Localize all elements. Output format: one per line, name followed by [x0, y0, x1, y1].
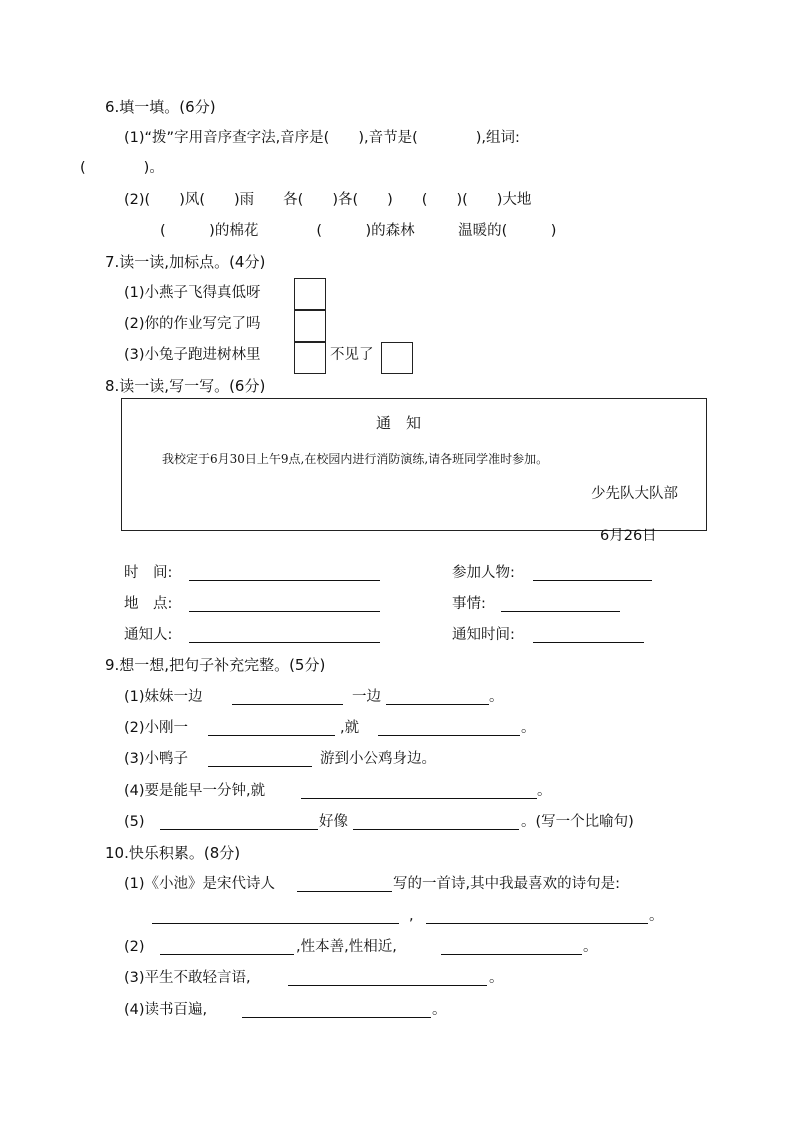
- field-notice-time-blank[interactable]: [533, 628, 644, 643]
- field-matter-blank[interactable]: [501, 597, 620, 612]
- q9-l1-c: 。: [489, 689, 504, 705]
- q10-l1-d: 。: [649, 908, 664, 924]
- q6-title: 6.填一填。(6分): [105, 98, 216, 116]
- q9-l2-c: 。: [521, 720, 536, 736]
- q10-l3-a: (3)平生不敢轻言语,: [124, 970, 251, 986]
- q10-l1-blank-2[interactable]: [152, 909, 399, 924]
- q6-line2: (2)( )风( )雨 各( )各( ) ( )( )大地: [124, 192, 532, 208]
- q10-l3-b: 。: [489, 970, 504, 986]
- field-notifier-blank[interactable]: [189, 628, 380, 643]
- q9-l3-blank[interactable]: [208, 752, 312, 767]
- notice-date: 6月26日: [600, 528, 657, 544]
- q6-line1: (1)“拨”字用音序查字法,音序是( ),音节是( ),组词:: [124, 130, 520, 146]
- field-people-label: 参加人物:: [452, 565, 515, 581]
- q9-l5-blank-1[interactable]: [160, 815, 318, 830]
- q7-title: 7.读一读,加标点。(4分): [105, 253, 266, 271]
- q9-l2-a: (2)小刚一: [124, 720, 189, 736]
- q10-l2-c: 。: [583, 939, 598, 955]
- notice-body: 我校定于6月30日上午9点,在校园内进行消防演练,请各班同学准时参加。: [162, 452, 549, 466]
- q10-l3-blank[interactable]: [288, 971, 487, 986]
- field-time-label: 时 间:: [124, 565, 173, 581]
- q10-l1-blank-3[interactable]: [426, 909, 648, 924]
- q9-l5-c: 。(写一个比喻句): [521, 814, 634, 830]
- field-place-blank[interactable]: [189, 597, 380, 612]
- q10-l1-b: 写的一首诗,其中我最喜欢的诗句是:: [393, 876, 620, 892]
- q10-l4-b: 。: [432, 1002, 447, 1018]
- q8-title: 8.读一读,写一写。(6分): [105, 377, 266, 395]
- q7-item-1: (1)小燕子飞得真低呀: [124, 285, 261, 301]
- q9-l4-a: (4)要是能早一分钟,就: [124, 783, 266, 799]
- q7-answer-box-4[interactable]: [381, 342, 413, 374]
- q10-l1-blank-poet[interactable]: [297, 877, 392, 892]
- q9-l1-blank-2[interactable]: [386, 690, 489, 705]
- q10-l2-blank-1[interactable]: [160, 940, 294, 955]
- q10-l4-blank[interactable]: [242, 1003, 431, 1018]
- q9-l1-b: 一边: [352, 689, 381, 705]
- q9-l1-a: (1)妹妹一边: [124, 689, 203, 705]
- q9-title: 9.想一想,把句子补充完整。(5分): [105, 656, 326, 674]
- field-time-blank[interactable]: [189, 566, 380, 581]
- q6-line3: ( )的棉花 ( )的森林 温暖的( ): [160, 223, 557, 239]
- field-notice-time-label: 通知时间:: [452, 627, 515, 643]
- q7-item-2: (2)你的作业写完了吗: [124, 316, 261, 332]
- field-notifier-label: 通知人:: [124, 627, 173, 643]
- q7-item-3: (3)小兔子跑进树林里: [124, 347, 261, 363]
- q7-answer-box-3[interactable]: [294, 342, 326, 374]
- q9-l5-blank-2[interactable]: [353, 815, 519, 830]
- field-people-blank[interactable]: [533, 566, 652, 581]
- q9-l3-b: 游到小公鸡身边。: [320, 751, 436, 767]
- q7-answer-box-2[interactable]: [294, 310, 326, 342]
- q9-l5-a: (5): [124, 814, 145, 830]
- field-place-label: 地 点:: [124, 596, 173, 612]
- notice-title: 通 知: [376, 414, 422, 432]
- q9-l2-blank-2[interactable]: [378, 721, 520, 736]
- q9-l4-b: 。: [537, 783, 552, 799]
- q9-l2-blank-1[interactable]: [208, 721, 335, 736]
- notice-sign: 少先队大队部: [591, 486, 678, 502]
- q10-l2-a: (2): [124, 939, 145, 955]
- q7-item-3-after: 不见了: [330, 347, 374, 363]
- q10-l2-blank-2[interactable]: [441, 940, 582, 955]
- q9-l2-b: ,就: [340, 720, 360, 736]
- q9-l5-b: 好像: [319, 814, 348, 830]
- q10-title: 10.快乐积累。(8分): [105, 844, 241, 862]
- q7-answer-box-1[interactable]: [294, 278, 326, 310]
- q6-line1b: ( )。: [80, 160, 164, 176]
- q9-l3-a: (3)小鸭子: [124, 751, 189, 767]
- q10-l2-b: ,性本善,性相近,: [296, 939, 397, 955]
- q9-l1-blank-1[interactable]: [232, 690, 343, 705]
- q10-l4-a: (4)读书百遍,: [124, 1002, 208, 1018]
- q10-l1-c: ,: [409, 908, 414, 924]
- q10-l1-a: (1)《小池》是宋代诗人: [124, 876, 276, 892]
- q9-l4-blank[interactable]: [301, 784, 537, 799]
- field-matter-label: 事情:: [452, 596, 486, 612]
